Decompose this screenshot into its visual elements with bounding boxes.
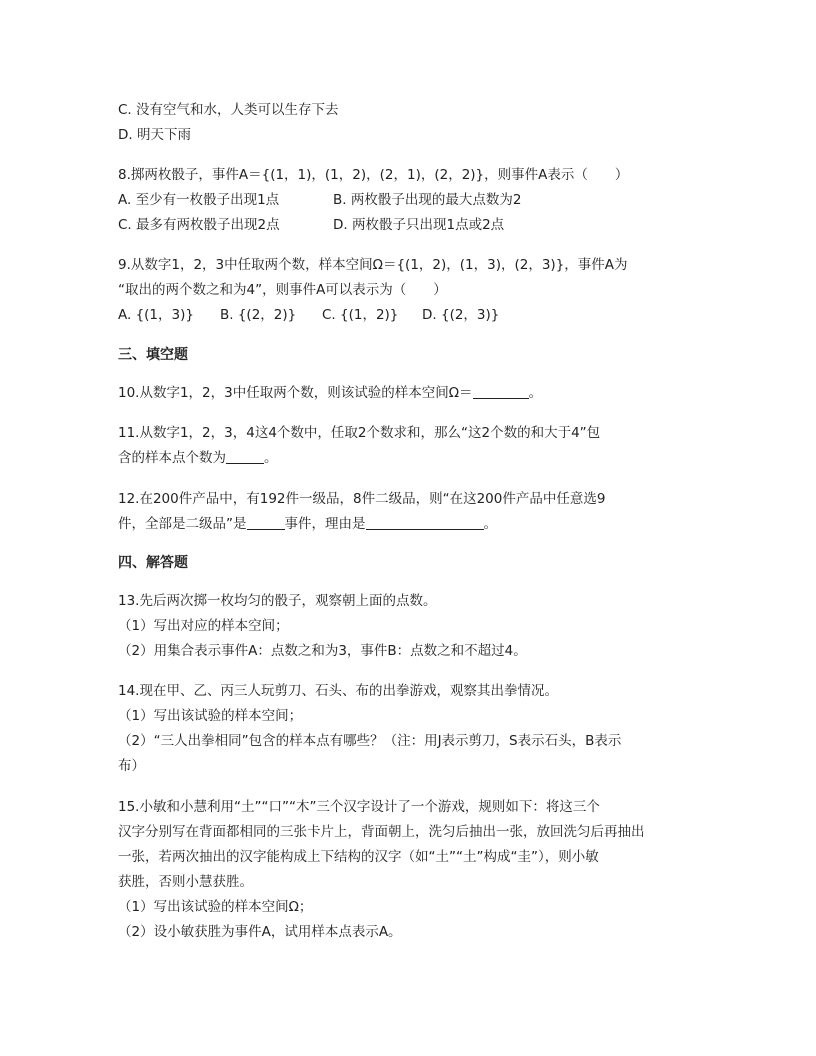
question-15-line1: 15.小敏和小慧利用“土”“口”“木”三个汉字设计了一个游戏，规则如下：将这三个 [118, 799, 600, 815]
question-12-line1: 12.在200件产品中，有192件一级品，8件二级品，则“在这200件产品中任意选9 [118, 491, 606, 507]
q7-option-c: C. 没有空气和水，人类可以生存下去 [118, 102, 339, 118]
question-15-part2: （2）设小敏获胜为事件A，试用样本点表示A。 [118, 924, 402, 940]
question-14-stem: 14.现在甲、乙、丙三人玩剪刀、石头、布的出拳游戏，观察其出拳情况。 [118, 683, 558, 699]
answer-blank [247, 515, 285, 530]
q9-option-b: B. {(2，2)} [220, 307, 297, 323]
section-heading-fill-blank: 三、填空题 [118, 347, 188, 363]
answer-blank [226, 449, 264, 464]
question-15-line2: 汉字分别写在背面都相同的三张卡片上，背面朝上，洗匀后抽出一张，放回洗匀后再抽出 [118, 824, 645, 840]
question-13-part2: （2）用集合表示事件A：点数之和为3，事件B：点数之和不超过4。 [118, 643, 527, 659]
answer-blank [366, 515, 484, 530]
question-14-part2: （2）“三人出拳相同”包含的样本点有哪些？（注：用J表示剪刀，S表示石头，B表示 [118, 733, 622, 749]
q8-option-d: D. 两枚骰子只出现1点或2点 [333, 217, 505, 233]
question-13-part1: （1）写出对应的样本空间； [118, 618, 289, 634]
question-8-stem: 8.掷两枚骰子，事件A＝{(1，1)，(1，2)，(2，1)，(2，2)}，则事件A表示（ ） [118, 167, 629, 183]
q8-option-c: C. 最多有两枚骰子出现2点 [118, 217, 280, 233]
question-12-line2: 件，全部是二级品”是 事件，理由是 。 [118, 516, 497, 532]
q8-option-b: B. 两枚骰子出现的最大点数为2 [333, 192, 522, 208]
section-heading-solve: 四、解答题 [118, 555, 188, 571]
question-14-part1: （1）写出该试验的样本空间； [118, 708, 303, 724]
q7-option-d: D. 明天下雨 [118, 127, 191, 143]
answer-blank [473, 384, 529, 399]
question-11-line2: 含的样本点个数为 。 [118, 450, 278, 466]
question-15-line3: 一张，若两次抽出的汉字能构成上下结构的汉字（如“土”“土”构成“圭”），则小敏 [118, 849, 599, 865]
question-11-line1: 11.从数字1，2，3，4这4个数中，任取2个数求和，那么“这2个数的和大于4”包 [118, 425, 601, 441]
question-13-stem: 13.先后两次掷一枚均匀的骰子，观察朝上面的点数。 [118, 593, 437, 609]
q9-option-d: D. {(2，3)} [422, 307, 500, 323]
question-14-part2-cont: 布） [118, 758, 145, 774]
q9-option-a: A. {(1，3)} [118, 307, 194, 323]
q9-option-c: C. {(1，2)} [322, 307, 399, 323]
question-15-part1: （1）写出该试验的样本空间Ω； [118, 899, 313, 915]
q8-option-a: A. 至少有一枚骰子出现1点 [118, 192, 280, 208]
question-15-line4: 获胜，否则小慧获胜。 [118, 874, 253, 890]
question-10: 10.从数字1，2，3中任取两个数，则该试验的样本空间Ω＝ 。 [118, 385, 543, 401]
question-9-stem-line1: 9.从数字1，2，3中任取两个数，样本空间Ω＝{(1，2)，(1，3)，(2，3)}，事件A为 [118, 257, 628, 273]
question-9-stem-line2: “取出的两个数之和为4”，则事件A可以表示为（ ） [118, 282, 447, 298]
